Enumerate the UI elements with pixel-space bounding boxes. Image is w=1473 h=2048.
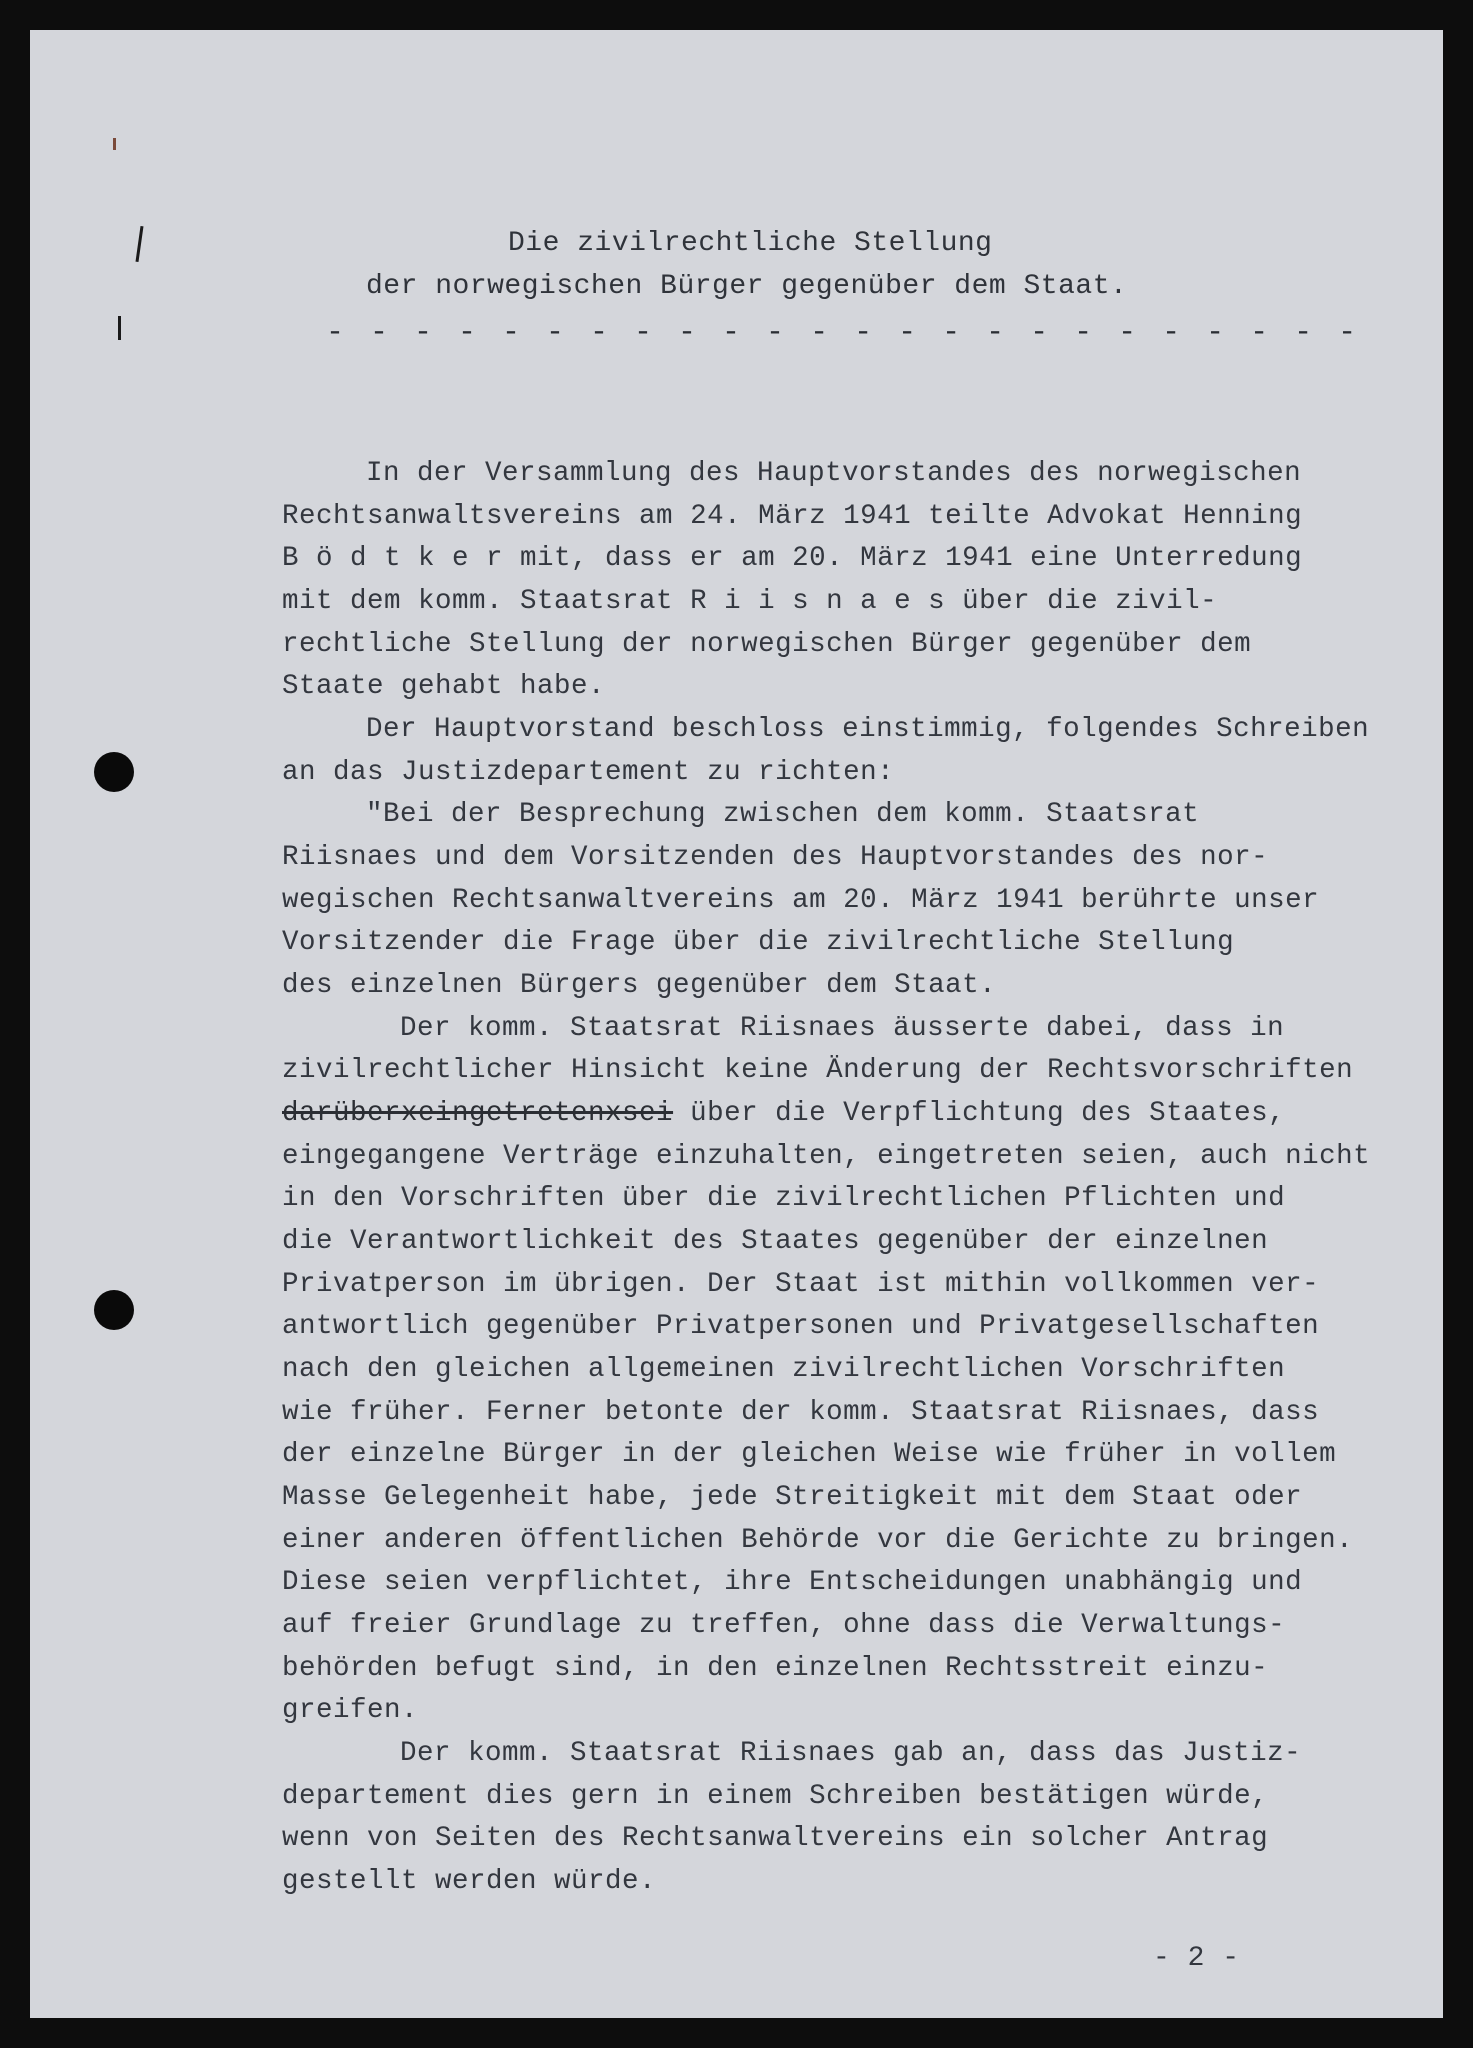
body-line: nach den gleichen allgemeinen zivilrechtlichen Vorschriften xyxy=(282,1354,1286,1385)
margin-mark xyxy=(113,138,116,150)
body-line: Privatperson im übrigen. Der Staat ist mithin vollkommen ver- xyxy=(282,1269,1320,1300)
body-line: Vorsitzender die Frage über die zivilrechtliche Stellung xyxy=(282,927,1235,958)
body-line: der einzelne Bürger in der gleichen Weise wie früher in vollem xyxy=(282,1439,1337,1470)
margin-mark xyxy=(118,316,121,340)
body-line: Rechtsanwaltsvereins am 24. März 1941 teilte Advokat Henning xyxy=(282,501,1303,532)
body-line: wie früher. Ferner betonte der komm. Staatsrat Riisnaes, dass xyxy=(282,1397,1320,1428)
body-line: eingegangene Verträge einzuhalten, eingetreten seien, auch nicht xyxy=(282,1141,1371,1172)
body-line: wenn von Seiten des Rechtsanwaltvereins ein solcher Antrag xyxy=(282,1823,1269,1854)
body-line: Der Hauptvorstand beschloss einstimmig, folgendes Schreiben xyxy=(366,714,1370,745)
body-line: Diese seien verpflichtet, ihre Entscheidungen unabhängig und xyxy=(282,1567,1303,1598)
body-line: auf freier Grundlage zu treffen, ohne dass die Verwaltungs- xyxy=(282,1610,1286,1641)
document-title-line-2: der norwegischen Bürger gegenüber dem Staat. xyxy=(366,271,1128,302)
body-line-continuation: über die Verpflichtung des Staates, xyxy=(690,1098,1286,1129)
body-line: rechtliche Stellung der norwegischen Bürger gegenüber dem xyxy=(282,629,1252,660)
body-line: mit dem komm. Staatsrat R i i s n a e s über die zivil- xyxy=(282,586,1218,617)
body-line: in den Vorschriften über die zivilrechtlichen Pflichten und xyxy=(282,1183,1286,1214)
document-page xyxy=(30,30,1443,2018)
body-line: greifen. xyxy=(282,1695,419,1726)
body-line: Riisnaes und dem Vorsitzenden des Hauptvorstandes des nor- xyxy=(282,842,1269,873)
page-number: - 2 - xyxy=(1153,1943,1240,1974)
body-line: Staate gehabt habe. xyxy=(282,671,606,702)
body-line: des einzelnen Bürgers gegenüber dem Staat. xyxy=(282,970,997,1001)
punch-hole-bottom xyxy=(94,1290,134,1330)
body-line: Der komm. Staatsrat Riisnaes gab an, dass das Justiz- xyxy=(400,1738,1302,1769)
body-line: In der Versammlung des Hauptvorstandes des norwegischen xyxy=(366,458,1302,489)
body-line: departement dies gern in einem Schreiben bestätigen würde, xyxy=(282,1781,1269,1812)
punch-hole-top xyxy=(94,752,134,792)
document-title-line-1: Die zivilrechtliche Stellung xyxy=(508,228,993,259)
body-line: wegischen Rechtsanwaltvereins am 20. März 1941 berührte unser xyxy=(282,885,1320,916)
body-line: B ö d t k e r mit, dass er am 20. März 1941 eine Unterredung xyxy=(282,543,1303,574)
margin-mark xyxy=(136,226,144,262)
body-line: einer anderen öffentlichen Behörde vor die Gerichte zu bringen. xyxy=(282,1525,1354,1556)
body-line: antwortlich gegenüber Privatpersonen und Privatgesellschaften xyxy=(282,1311,1320,1342)
body-line: an das Justizdepartement zu richten: xyxy=(282,757,895,788)
body-line-with-strikeout xyxy=(282,1100,1285,1128)
title-underline: - - - - - - - - - - - - - - - - - - - - - - - - xyxy=(326,316,1361,350)
body-line: Der komm. Staatsrat Riisnaes äusserte dabei, dass in xyxy=(400,1013,1285,1044)
body-line: gestellt werden würde. xyxy=(282,1866,657,1897)
body-line: behörden befugt sind, in den einzelnen Rechtsstreit einzu- xyxy=(282,1653,1269,1684)
body-line: die Verantwortlichkeit des Staates gegenüber der einzelnen xyxy=(282,1226,1269,1257)
struck-out-text: darüberxeingetretenxsei xyxy=(282,1098,674,1129)
body-line: Masse Gelegenheit habe, jede Streitigkeit mit dem Staat oder xyxy=(282,1482,1303,1513)
body-line: zivilrechtlicher Hinsicht keine Änderung der Rechtsvorschriften xyxy=(282,1055,1354,1086)
body-line: "Bei der Besprechung zwischen dem komm. Staatsrat xyxy=(366,799,1200,830)
